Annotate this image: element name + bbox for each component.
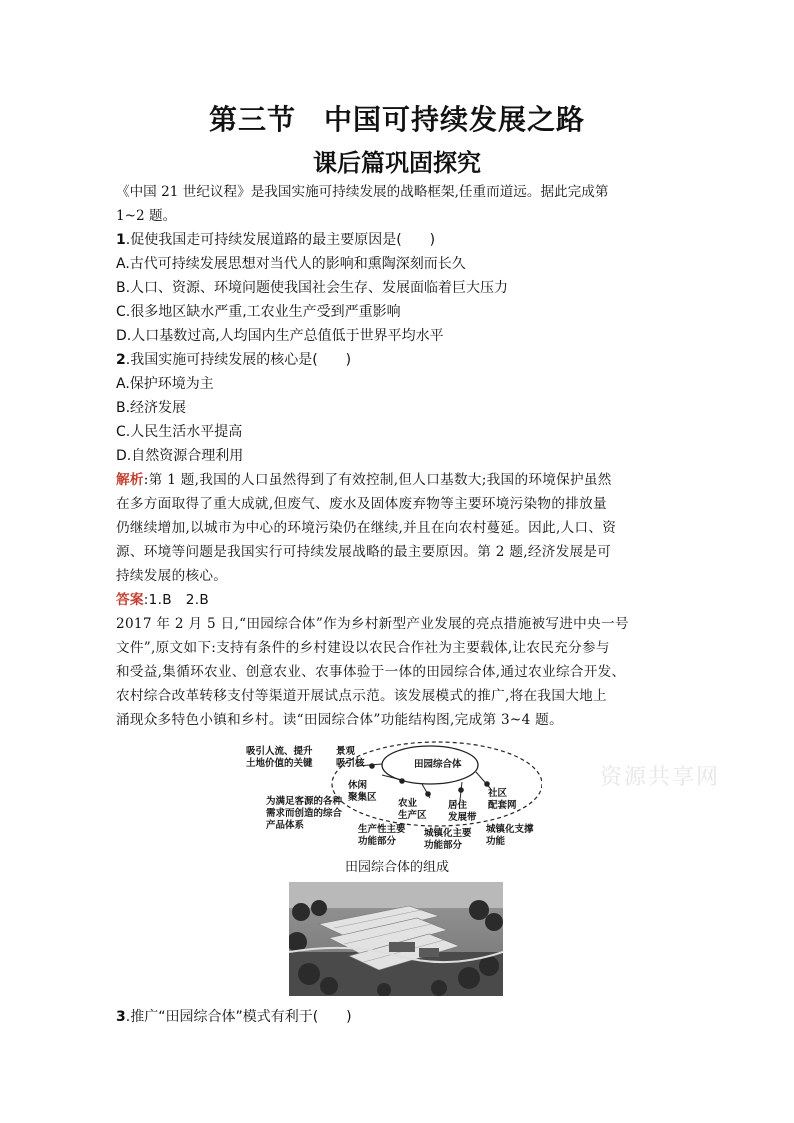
diagram-left-top-text: 吸引人流、提升 土地价值的关键 [246, 746, 313, 769]
question-1-option-b: B.人口、资源、环境问题使我国社会生存、发展面临着巨大压力 [116, 280, 509, 296]
diagram-leisure-label: 休闲 聚集区 [348, 780, 377, 803]
page-title [0, 98, 794, 138]
intro2-line-3: 和受益,集循环农业、创意农业、农事体验于一体的田园综合体,通过农业综合开发、 [116, 664, 626, 680]
title-topic: 中国可持续发展之路 [324, 103, 586, 136]
question-1-option-c: C.很多地区缺水严重,工农业生产受到严重影响 [116, 304, 401, 320]
question-3-number: 3 [116, 1009, 126, 1025]
question-2-text: .我国实施可持续发展的核心是( ) [125, 352, 352, 368]
diagram-urban-main-text: 城镇化主要 功能部分 [424, 828, 472, 851]
analysis-line-2: 在多方面取得了重大成就,但废气、废水及固体废弃物等主要环境污染物的排放量 [116, 496, 607, 512]
page-subtitle: 课后篇巩固探究 [313, 149, 481, 177]
question-2-option-b: B.经济发展 [116, 400, 187, 416]
question-2-stem [116, 348, 676, 372]
node-community [484, 781, 490, 787]
question-1-text: .促使我国走可持续发展道路的最主要原因是( ) [125, 232, 436, 248]
analysis-line-3: 仍继续增加,以城市为中心的环境污染仍在继续,并且在向农村蔓延。因此,人口、资 [116, 520, 617, 536]
intro2-line-1: 2017 年 2 月 5 日,“田园综合体”作为乡村新型产业发展的亮点措施被写进中央一号 [116, 616, 629, 632]
diagram-urban-support-text: 城镇化支撑 功能 [486, 824, 534, 847]
question-1-option-d: D.人口基数过高,人均国内生产总值低于世界平均水平 [116, 328, 444, 344]
question-2-option-d: D.自然资源合理利用 [116, 448, 244, 464]
diagram-center-label: 田园综合体 [414, 759, 462, 770]
answer-label: 答案 [116, 592, 144, 608]
aerial-photo [289, 882, 503, 996]
node-leisure [399, 778, 405, 784]
title-section: 第三节 [208, 103, 296, 136]
question-1-option-a: A.古代可持续发展思想对当代人的影响和熏陶深刻而长久 [116, 256, 466, 272]
analysis-line-4: 源、环境等问题是我国实行可持续发展战略的最主要原因。第 2 题,经济发展是可 [116, 544, 612, 560]
intro2-line-4: 农村综合改革转移支付等渠道开展试点示范。该发展模式的推广,将在我国大地上 [116, 688, 607, 704]
question-1-stem [116, 228, 676, 252]
question-2-option-a: A.保护环境为主 [116, 376, 214, 392]
node-living [458, 787, 464, 793]
analysis-line-5: 持续发展的核心。 [116, 568, 228, 584]
diagram-production-text: 生产性主要 功能部分 [358, 824, 406, 847]
intro-line-1: 《中国 21 世纪议程》是我国实施可持续发展的战略框架,任重而道远。据此完成第 [116, 184, 609, 200]
diagram-left-bottom-text: 为满足客源的各种 需求而创造的综合 产品体系 [266, 796, 343, 831]
intro2-line-2: 文件”,原文如下:支持有条件的乡村建设以农民合作社为主要载体,让农民充分参与 [116, 640, 610, 656]
intro2-line-5: 涌现众多特色小镇和乡村。读“田园综合体”功能结构图,完成第 3~4 题。 [116, 712, 563, 728]
diagram-community-label: 社区 配套网 [488, 788, 517, 811]
question-2-number: 2 [116, 352, 126, 368]
watermark-text: 资源共享网 [600, 765, 721, 790]
answer-line [116, 588, 682, 612]
analysis-label: 解析 [116, 472, 144, 488]
question-1-number: 1 [116, 232, 126, 248]
diagram-caption: 田园综合体的组成 [344, 860, 449, 875]
question-2-option-c: C.人民生活水平提高 [116, 424, 243, 440]
intro-line-2: 1~2 题。 [116, 208, 177, 224]
answer-text: :1.B 2.B [143, 592, 209, 608]
diagram-agri-label: 农业 生产区 [398, 798, 427, 821]
diagram-living-label: 居住 发展带 [448, 800, 477, 823]
tianyuan-structure-diagram [246, 740, 542, 851]
diagram-landscape-label: 景观 吸引核 [336, 746, 365, 769]
node-landscape [369, 763, 375, 769]
node-agri [425, 791, 431, 797]
question-3-text: .推广“田园综合体”模式有利于( ) [125, 1009, 352, 1025]
question-3-stem [116, 1005, 676, 1029]
analysis-line-1: 解析:第 1 题,我国的人口虽然得到了有效控制,但人口基数大;我国的环境保护虽然 [116, 472, 612, 488]
